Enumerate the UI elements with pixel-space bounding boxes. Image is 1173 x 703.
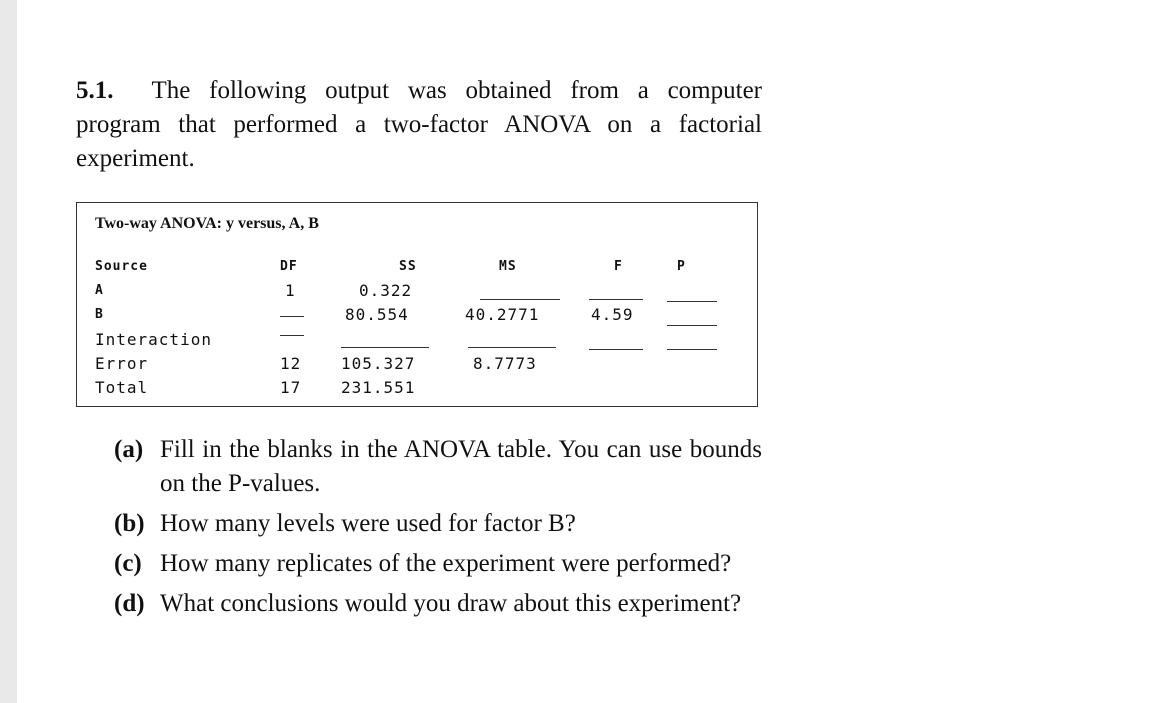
question-a (114, 433, 762, 501)
row-error-df: 12 (280, 354, 302, 373)
question-a-label: (a) (114, 436, 144, 463)
question-d-text: What conclusions would you draw about this experiment? (160, 590, 742, 617)
row-error-source: Error (95, 354, 149, 373)
question-b (114, 507, 762, 541)
anova-output-box (76, 202, 758, 407)
question-list (114, 433, 762, 627)
header-p: P (677, 259, 686, 274)
row-a-f-blank (589, 299, 643, 300)
question-b-text: How many levels were used for factor B? (160, 510, 576, 537)
question-d-label: (d) (114, 590, 145, 617)
row-total-ss: 231.551 (341, 378, 416, 397)
question-c-text: How many replicates of the experiment were performed? (160, 550, 732, 577)
row-b-ms: 40.2771 (465, 305, 540, 324)
row-b-source: B (95, 307, 104, 322)
row-interaction-ms-blank (468, 347, 556, 348)
output-title: Two-way ANOVA: y versus, A, B (95, 215, 319, 232)
row-b-df-blank (280, 316, 304, 317)
row-a-df: 1 (285, 281, 296, 300)
row-b-ss: 80.554 (345, 305, 409, 324)
row-a-ss: 0.322 (359, 281, 413, 300)
row-total-df: 17 (280, 378, 302, 397)
row-a-p-blank (667, 301, 717, 302)
row-total-source: Total (95, 378, 149, 397)
page-margin-strip (0, 0, 17, 703)
row-b-f: 4.59 (591, 305, 634, 324)
question-a-text: Fill in the blanks in the ANOVA table. You can use bounds on the P-values. (160, 436, 762, 497)
header-ms: MS (499, 259, 517, 274)
row-error-ms: 8.7773 (473, 354, 537, 373)
question-c-label: (c) (114, 550, 142, 577)
row-interaction-f-blank (589, 349, 643, 350)
row-interaction-p-blank (667, 349, 717, 350)
problem-statement (76, 74, 762, 176)
question-c (114, 547, 762, 581)
row-a-source: A (95, 283, 104, 298)
row-b-p-blank (667, 325, 717, 326)
header-df: DF (280, 259, 298, 274)
row-a-ms-blank (480, 299, 560, 300)
header-source: Source (95, 259, 148, 274)
problem-text: The following output was obtained from a computer program that performed a two-factor ANOVA on a factorial experiment. (76, 77, 762, 172)
header-f: F (614, 259, 623, 274)
problem-number: 5.1. (76, 77, 114, 104)
header-ss: SS (399, 259, 417, 274)
question-b-label: (b) (114, 510, 145, 537)
row-interaction-source: Interaction (95, 330, 212, 349)
row-error-ss: 105.327 (341, 354, 416, 373)
row-interaction-df-blank (280, 335, 304, 336)
question-d (114, 587, 762, 621)
row-interaction-ss-blank (341, 347, 429, 348)
